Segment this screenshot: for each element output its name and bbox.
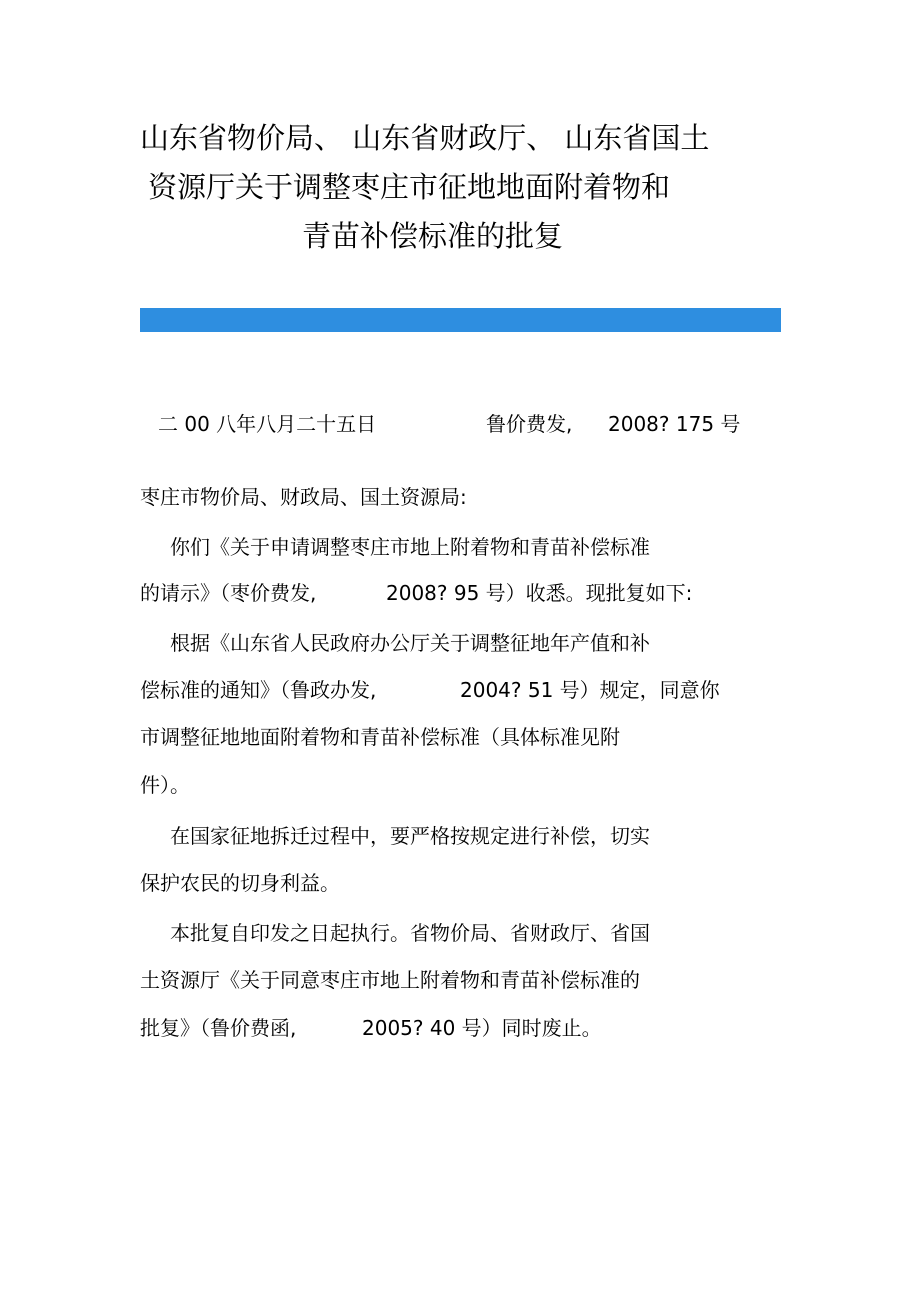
body-line: 偿标准的通知》（鲁政办发, [140, 678, 377, 702]
body-line: 保护农民的切身利益。 [140, 871, 340, 895]
body-line: 市调整征地地面附着物和青苗补偿标准（具体标准见附 [140, 725, 620, 749]
document-title-line-1: 山东省物价局、 山东省财政厅、 山东省国土 [140, 121, 710, 155]
body-line: 土资源厅《关于同意枣庄市地上附着物和青苗补偿标准的 [140, 968, 640, 992]
body-line: 2008? 95 号）收悉。现批复如下: [386, 581, 693, 605]
title-divider-bar [140, 308, 781, 332]
document-title-line-3: 青苗补偿标准的批复 [302, 219, 564, 253]
issue-date: 二 00 八年八月二十五日 [158, 412, 377, 436]
doc-number-prefix: 鲁价费发, [486, 412, 573, 436]
body-line: 的请示》（枣价费发, [140, 581, 317, 605]
body-line: 2005? 40 号）同时废止。 [362, 1016, 602, 1040]
body-line: 件）。 [140, 773, 190, 797]
body-line: 你们《关于申请调整枣庄市地上附着物和青苗补偿标准 [170, 535, 650, 559]
body-line: 批复》（鲁价费函, [140, 1016, 297, 1040]
addressee: 枣庄市物价局、财政局、国土资源局: [140, 485, 467, 509]
body-line: 在国家征地拆迁过程中，要严格按规定进行补偿，切实 [170, 824, 650, 848]
doc-number: 2008? 175 号 [608, 412, 741, 436]
document-title-line-2: 资源厅关于调整枣庄市征地地面附着物和 [148, 170, 671, 204]
body-line: 本批复自印发之日起执行。省物价局、省财政厅、省国 [170, 921, 650, 945]
body-line: 2004? 51 号）规定，同意你 [460, 678, 720, 702]
body-line: 根据《山东省人民政府办公厅关于调整征地年产值和补 [170, 631, 650, 655]
